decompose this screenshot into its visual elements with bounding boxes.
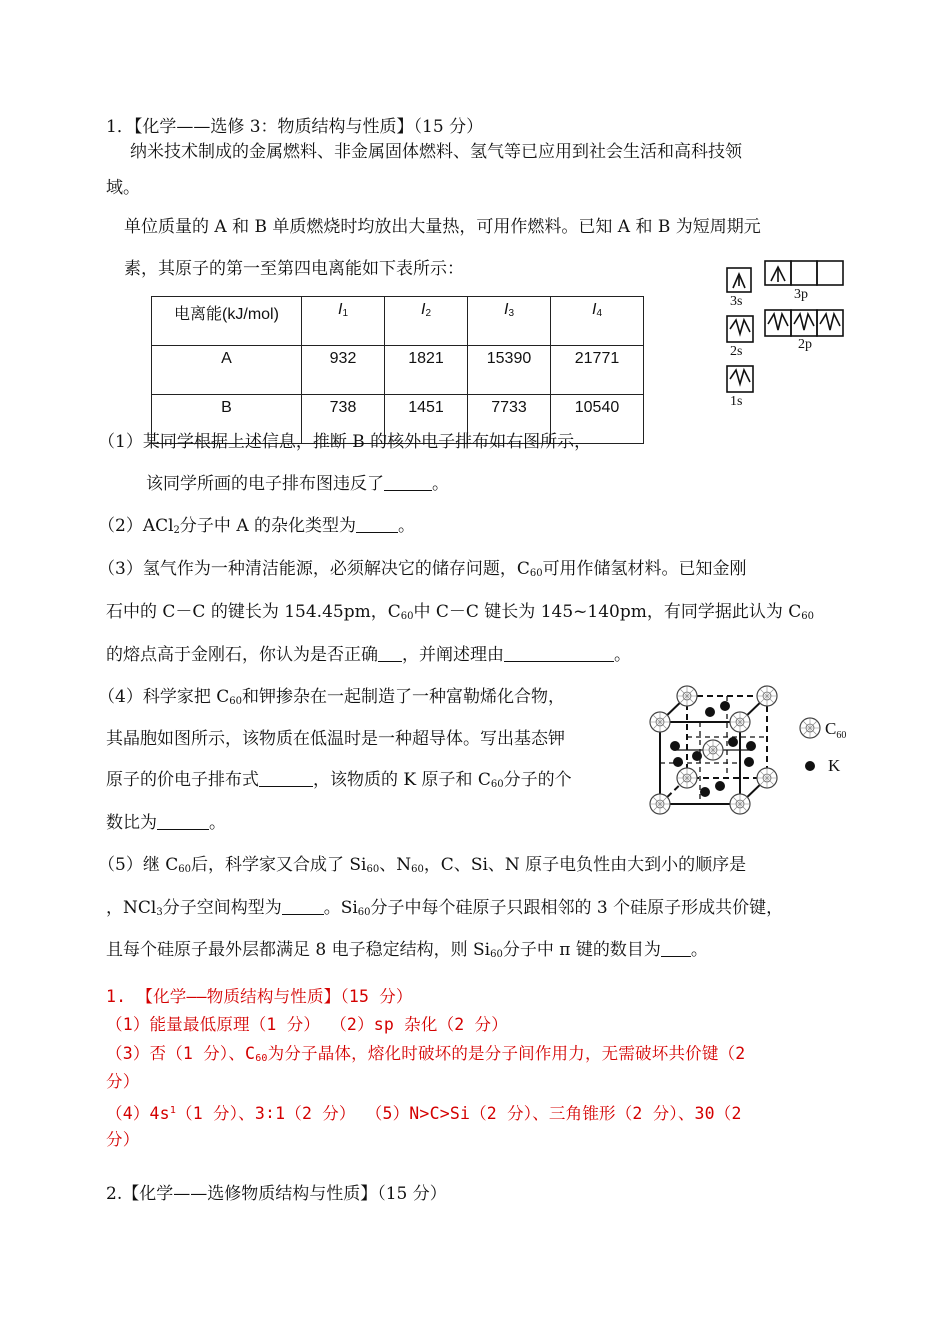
q2-title: 2.【化学——选修物质结构与性质】（15 分） xyxy=(106,1184,447,1204)
c60-molecule xyxy=(757,686,777,706)
k-atom xyxy=(670,741,680,751)
electron-pair-icon xyxy=(820,314,840,330)
k-atom xyxy=(715,781,725,791)
table-header-cell: 电离能(kJ/mol) xyxy=(152,297,302,346)
c60-molecule xyxy=(677,686,697,706)
q1-intro-line3: 单位质量的 A 和 B 单质燃烧时均放出大量热，可用作燃料。已知 A 和 B 为短周期元 xyxy=(124,217,761,237)
q1-intro-line2: 域。 xyxy=(106,178,140,198)
table-header-cell: $I_1$ xyxy=(302,297,385,346)
answer-title: 1. 【化学——物质结构与性质】（15 分） xyxy=(106,987,413,1006)
orbital-label: 2p xyxy=(798,337,812,352)
table-cell: B xyxy=(152,395,302,444)
table-cell: 10540 xyxy=(551,395,644,444)
q1-part5-line2: ，NCl$_3$分子空间构型为 。$Si_{60}$分子中每个硅原子只跟相邻的 3 个硅原子形成共价键， xyxy=(106,898,784,918)
q1-part3-line2: 石中的 C－C 的键长为 154.45pm，$C_{60}$中 C－C 键长为 145~140pm，有同学据此认为 $C_{60}$ xyxy=(106,602,814,622)
legend-k-label: K xyxy=(828,756,841,775)
table-cell: 1451 xyxy=(385,395,468,444)
k-legend-icon xyxy=(805,761,815,771)
table-cell: 7733 xyxy=(468,395,551,444)
table-header-row xyxy=(152,297,644,346)
orbital-label: 1s xyxy=(730,394,743,409)
q1-part4-line1: （4）科学家把 $C_{60}$和钾掺杂在一起制造了一种富勒烯化合物， xyxy=(98,687,565,707)
electron-pair-icon xyxy=(768,314,788,330)
answer-blank[interactable] xyxy=(661,940,691,957)
answer-blank[interactable] xyxy=(259,770,313,787)
c60-legend-icon xyxy=(800,718,820,738)
q1-intro-line1: 纳米技术制成的金属燃料、非金属固体燃料、氢气等已应用到社会生活和高科技领 xyxy=(130,142,742,162)
c60-molecule xyxy=(730,712,750,732)
q1-part5-line3: 且每个硅原子最外层都满足 8 电子稳定结构，则 $Si_{60}$分子中 π 键的数目为 。 xyxy=(106,940,708,960)
k-atom xyxy=(746,741,756,751)
q1-title: 1．【化学——选修 3：物质结构与性质】（15 分） xyxy=(106,117,484,137)
c60-molecule xyxy=(757,768,777,788)
table-cell: 738 xyxy=(302,395,385,444)
q1-part4-line4: 数比为 。 xyxy=(106,813,226,833)
electron-pair-icon xyxy=(730,370,750,384)
crystal-cell-diagram xyxy=(645,684,855,818)
table-header-cell: $I_3$ xyxy=(468,297,551,346)
table-cell: 932 xyxy=(302,346,385,395)
answer-blank[interactable] xyxy=(282,898,324,915)
k-atom xyxy=(673,757,683,767)
answer-line3: 分） xyxy=(106,1072,140,1091)
orbital-label: 2s xyxy=(730,344,743,359)
orbital-diagram xyxy=(722,258,852,410)
c60-molecule xyxy=(703,740,723,760)
k-atom xyxy=(705,707,715,717)
table-cell: 15390 xyxy=(468,346,551,395)
electron-pair-icon xyxy=(794,314,814,330)
k-atom xyxy=(728,737,738,747)
q1-part3-line1: （3）氢气作为一种清洁能源，必须解决它的储存问题，$C_{60}$可用作储氢材料。已知金刚 xyxy=(98,559,747,579)
c60-molecule xyxy=(677,768,697,788)
answer-blank[interactable] xyxy=(378,645,402,662)
answer-line4: $(4)4s^1(1$ 分）、3∶1（2 分） （5）N>C>Si（2 分）、三角锥形（2 分）、30（2 xyxy=(106,1104,742,1123)
table-header-cell: $I_2$ xyxy=(385,297,468,346)
answer-blank[interactable] xyxy=(504,645,614,662)
q1-intro-line4: 素，其原子的第一至第四电离能如下表所示： xyxy=(124,259,464,279)
orbital-label: 3s xyxy=(730,294,743,309)
table-row xyxy=(152,346,644,395)
q1-part4-line3: 原子的价电子排布式 ，该物质的 K 原子和 $C_{60}$分子的个 xyxy=(106,770,572,790)
k-atom xyxy=(700,787,710,797)
c60-molecule xyxy=(650,794,670,814)
q1-part5-line1: （5）继 $C_{60}$后，科学家又合成了 $Si_{60}$、$N_{60}$，C、Si、N 原子电负性由大到小的顺序是 xyxy=(98,855,747,875)
answer-blank[interactable] xyxy=(356,516,398,533)
k-atom xyxy=(744,757,754,767)
answer-line1: （1）能量最低原理（1 分） （2）sp 杂化（2 分） xyxy=(106,1015,508,1034)
answer-blank[interactable] xyxy=(157,813,209,830)
table-cell: A xyxy=(152,346,302,395)
answer-blank[interactable] xyxy=(384,474,432,491)
k-atom xyxy=(692,751,702,761)
ionization-energy-table xyxy=(151,296,644,444)
orbital-label: 3p xyxy=(794,287,808,302)
q1-part1-line1: （1）某同学根据上述信息，推断 B 的核外电子排布如右图所示， xyxy=(98,432,592,452)
table-header-cell: $I_4$ xyxy=(551,297,644,346)
q1-part4-line2: 其晶胞如图所示，该物质在低温时是一种超导体。写出基态钾 xyxy=(106,729,565,749)
q1-part2: （2）ACl$_2$分子中 A 的杂化类型为 。 xyxy=(98,516,416,536)
c60-molecule xyxy=(730,794,750,814)
electron-pair-icon xyxy=(730,320,750,334)
k-atom xyxy=(720,701,730,711)
c60-molecule xyxy=(650,712,670,732)
table-cell: 1821 xyxy=(385,346,468,395)
table-cell: 21771 xyxy=(551,346,644,395)
answer-line5: 分） xyxy=(106,1130,140,1149)
legend-c60-label: $C_{60}$ xyxy=(825,719,847,741)
answer-line2: （3）否（1 分）、$C_{60}$为分子晶体，熔化时破坏的是分子间作用力，无需破坏共价键（2 xyxy=(106,1044,746,1064)
q1-part1-line2: 该同学所画的电子排布图违反了 。 xyxy=(146,474,449,494)
q1-part3-line3: 的熔点高于金刚石，你认为是否正确 ，并阐述理由 。 xyxy=(106,645,631,665)
